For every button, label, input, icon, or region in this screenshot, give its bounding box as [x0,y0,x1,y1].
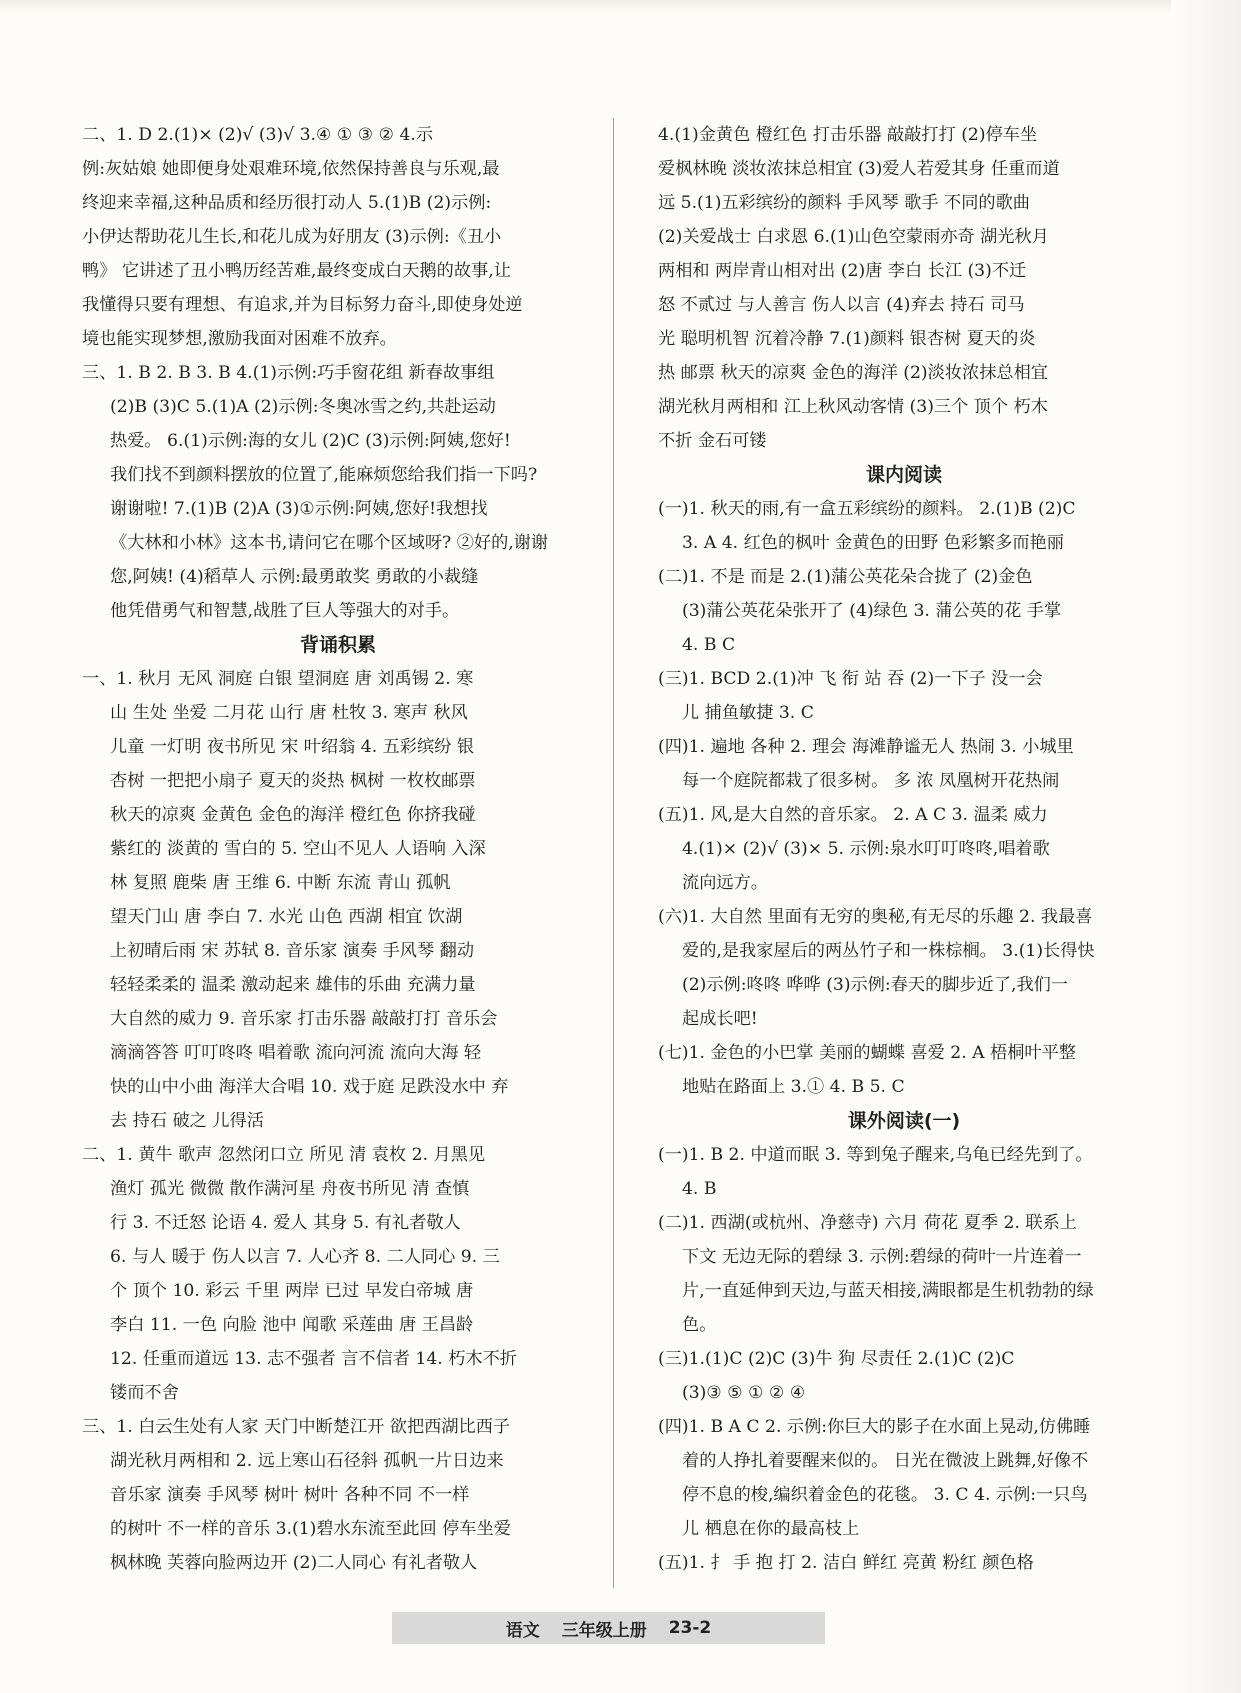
answer-line: 二、1. 黄牛 歌声 忽然闭口立 所见 清 袁枚 2. 月黑见 [82,1145,486,1165]
answer-line: 镂而不舍 [110,1383,179,1403]
answer-line: (三)1. BCD 2.(1)冲 飞 衔 站 吞 (2)一下子 没一会 [658,669,1043,689]
answer-line: 山 生处 坐爱 二月花 山行 唐 杜牧 3. 寒声 秋风 [110,703,468,723]
answer-line: 音乐家 演奏 手风琴 树叶 树叶 各种不同 不一样 [110,1485,470,1505]
answer-line: 流向远方。 [682,873,768,893]
answer-line: 三、1. B 2. B 3. B 4.(1)示例:巧手窗花组 新春故事组 [82,363,495,383]
answer-line: 儿 栖息在你的最高枝上 [682,1519,860,1539]
answer-line: 4. B C [682,635,736,655]
answer-line: (七)1. 金色的小巴掌 美丽的蝴蝶 喜爱 2. A 梧桐叶平整 [658,1043,1076,1063]
answer-line: 终迎来幸福,这种品质和经历很打动人 5.(1)B (2)示例: [82,193,492,213]
answer-line: (四)1. 遍地 各种 2. 理会 海滩静谧无人 热闹 3. 小城里 [658,737,1074,757]
section-title: 课内阅读 [865,464,942,486]
answer-line: 4.(1)金黄色 橙红色 打击乐器 敲敲打打 (2)停车坐 [658,125,1038,145]
answer-line: 您,阿姨! (4)稻草人 示例:最勇敢奖 勇敢的小裁缝 [110,567,479,587]
answer-line: 一、1. 秋月 无风 洞庭 白银 望洞庭 唐 刘禹锡 2. 寒 [82,669,474,689]
answer-line: 上初晴后雨 宋 苏轼 8. 音乐家 演奏 手风琴 翻动 [110,941,475,961]
answer-line: 境也能实现梦想,激励我面对困难不放弃。 [82,329,397,349]
answer-line: 紫红的 淡黄的 雪白的 5. 空山不见人 人语响 入深 [110,839,486,859]
answer-line: 起成长吧! [682,1009,758,1029]
answer-line: 大自然的威力 9. 音乐家 打击乐器 敲敲打打 音乐会 [110,1009,498,1029]
answer-line: 片,一直延伸到天边,与蓝天相接,满眼都是生机勃勃的绿 [682,1281,1094,1301]
answer-line: 谢谢啦! 7.(1)B (2)A (3)①示例:阿姨,您好!我想找 [110,499,488,519]
answer-line: (三)1.(1)C (2)C (3)牛 狗 尽责任 2.(1)C (2)C [658,1349,1015,1369]
answer-line: 《大林和小林》这本书,请问它在哪个区域呀? ②好的,谢谢 [110,533,549,553]
answer-line: (五)1. 风,是大自然的音乐家。 2. A C 3. 温柔 威力 [658,805,1048,825]
answer-line: 12. 任重而道远 13. 志不强者 言不信者 14. 朽木不折 [110,1349,517,1369]
answer-line: 儿 捕鱼敏捷 3. C [682,703,814,723]
footer-subject: 语文 [505,1620,540,1641]
answer-line: 行 3. 不迁怒 论语 4. 爱人 其身 5. 有礼者敬人 [110,1213,461,1233]
answer-line: (2)B (3)C 5.(1)A (2)示例:冬奥冰雪之约,共赴运动 [110,397,496,417]
answer-line: 二、1. D 2.(1)× (2)√ (3)√ 3.④ ① ③ ② 4.示 [82,125,434,145]
answer-line: (2)关爱战士 白求恩 6.(1)山色空蒙雨亦奇 湖光秋月 [658,227,1049,247]
answer-line: (五)1. 扌 手 抱 打 2. 洁白 鲜红 亮黄 粉红 颜色格 [658,1553,1034,1573]
page-footer [392,1612,825,1644]
answer-line: (一)1. 秋天的雨,有一盒五彩缤纷的颜料。 2.(1)B (2)C [658,499,1076,519]
answer-line: (二)1. 西湖(或杭州、净慈寺) 六月 荷花 夏季 2. 联系上 [658,1213,1077,1233]
answer-line: 爱枫林晚 淡妆浓抹总相宜 (3)爱人若爱其身 任重而道 [658,159,1060,179]
answer-line: 渔灯 孤光 微微 散作满河星 舟夜书所见 清 查慎 [110,1179,470,1199]
answer-line: 秋天的凉爽 金黄色 金色的海洋 橙红色 你挤我碰 [110,805,476,825]
answer-line: 两相和 两岸青山相对出 (2)唐 李白 长江 (3)不迁 [658,261,1027,281]
answer-line: 每一个庭院都栽了很多树。 多 浓 凤凰树开花热闹 [682,771,1060,791]
answer-line: 热 邮票 秋天的凉爽 金色的海洋 (2)淡妆浓抹总相宜 [658,363,1048,383]
answer-line: 6. 与人 暖于 伤人以言 7. 人心齐 8. 二人同心 9. 三 [110,1247,500,1267]
answer-line: 例:灰姑娘 她即便身处艰难环境,依然保持善良与乐观,最 [82,159,500,179]
answer-line: (3)蒲公英花朵张开了 (4)绿色 3. 蒲公英的花 手掌 [682,601,1062,621]
answer-line: 望天门山 唐 李白 7. 水光 山色 西湖 相宜 饮湖 [110,907,463,927]
footer-page-number: 23-2 [668,1618,712,1638]
answer-line: 色。 [682,1315,717,1335]
answer-line: 不折 金石可镂 [658,431,767,451]
answer-line: 地贴在路面上 3.① 4. B 5. C [682,1077,905,1097]
left-column [82,118,594,1580]
answer-line: 停不息的梭,编织着金色的花毯。 3. C 4. 示例:一只鸟 [682,1485,1088,1505]
answer-line: 轻轻柔柔的 温柔 激动起来 雄伟的乐曲 充满力量 [110,975,476,995]
answer-line: 我们找不到颜料摆放的位置了,能麻烦您给我们指一下吗? [110,465,538,485]
answer-line: 光 聪明机智 沉着冷静 7.(1)颜料 银杏树 夏天的炎 [658,329,1036,349]
page-edge-shadow [1171,0,1241,1693]
answer-line: 湖光秋月两相和 江上秋风动客情 (3)三个 顶个 朽木 [658,397,1048,417]
answer-line: 湖光秋月两相和 2. 远上寒山石径斜 孤帆一片日边来 [110,1451,504,1471]
column-divider [613,118,614,1588]
footer-grade: 三年级上册 [561,1620,647,1641]
answer-line: 个 顶个 10. 彩云 千里 两岸 已过 早发白帝城 唐 [110,1281,474,1301]
answer-line: 枫林晚 芙蓉向脸两边开 (2)二人同心 有礼者敬人 [110,1553,478,1573]
answer-line: (3)③ ⑤ ① ② ④ [682,1383,806,1403]
answer-line: 林 复照 鹿柴 唐 王维 6. 中断 东流 青山 孤帆 [110,873,451,893]
answer-line: 杏树 一把把小扇子 夏天的炎热 枫树 一枚枚邮票 [110,771,476,791]
answer-line: 着的人挣扎着要醒来似的。 日光在微波上跳舞,好像不 [682,1451,1089,1471]
answer-line: 他凭借勇气和智慧,战胜了巨人等强大的对手。 [110,601,460,621]
page-top-band [0,0,1241,12]
answer-line: 小伊达帮助花儿生长,和花儿成为好朋友 (3)示例:《丑小 [82,227,502,247]
answer-line: 的树叶 不一样的音乐 3.(1)碧水东流至此回 停车坐爱 [110,1519,511,1539]
answer-line: 热爱。 6.(1)示例:海的女儿 (2)C (3)示例:阿姨,您好! [110,431,511,451]
answer-line: 爱的,是我家屋后的两丛竹子和一株棕榈。 3.(1)长得快 [682,941,1095,961]
answer-line: 3. A 4. 红色的枫叶 金黄色的田野 色彩繁多而艳丽 [682,533,1064,553]
answer-line: (四)1. B A C 2. 示例:你巨大的影子在水面上晃动,仿佛睡 [658,1417,1091,1437]
answer-line: 滴滴答答 叮叮咚咚 唱着歌 流向河流 流向大海 轻 [110,1043,482,1063]
answer-line: (2)示例:咚咚 哗哗 (3)示例:春天的脚步近了,我们一 [682,975,1069,995]
answer-line: (六)1. 大自然 里面有无穷的奥秘,有无尽的乐趣 2. 我最喜 [658,907,1093,927]
answer-line: 儿童 一灯明 夜书所见 宋 叶绍翁 4. 五彩缤纷 银 [110,737,475,757]
right-column [658,118,1150,1580]
answer-line: 下文 无边无际的碧绿 3. 示例:碧绿的荷叶一片连着一 [682,1247,1082,1267]
answer-line: 鸭》 它讲述了丑小鸭历经苦难,最终变成白天鹅的故事,让 [82,261,511,281]
answer-line: 快的山中小曲 海洋大合唱 10. 戏于庭 足跌没水中 弃 [110,1077,509,1097]
section-title: 课外阅读(一) [847,1110,961,1132]
answer-line: 4. B [682,1179,717,1199]
answer-line: 我懂得只要有理想、有追求,并为目标努力奋斗,即使身处逆 [82,295,523,315]
answer-line: 远 5.(1)五彩缤纷的颜料 手风琴 歌手 不同的歌曲 [658,193,1030,213]
answer-line: 怒 不贰过 与人善言 伤人以言 (4)弃去 持石 司马 [658,295,1025,315]
answer-line: 三、1. 白云生处有人家 天门中断楚江开 欲把西湖比西子 [82,1417,511,1437]
answer-line: (二)1. 不是 而是 2.(1)蒲公英花朵合拢了 (2)金色 [658,567,1033,587]
answer-line: 李白 11. 一色 向脸 池中 闻歌 采莲曲 唐 王昌龄 [110,1315,474,1335]
answer-line: 4.(1)× (2)√ (3)× 5. 示例:泉水叮叮咚咚,唱着歌 [682,839,1050,859]
answer-line: (一)1. B 2. 中道而眠 3. 等到兔子醒来,乌龟已经先到了。 [658,1145,1093,1165]
answer-line: 去 持石 破之 儿得活 [110,1111,264,1131]
section-title: 背诵积累 [299,634,376,656]
